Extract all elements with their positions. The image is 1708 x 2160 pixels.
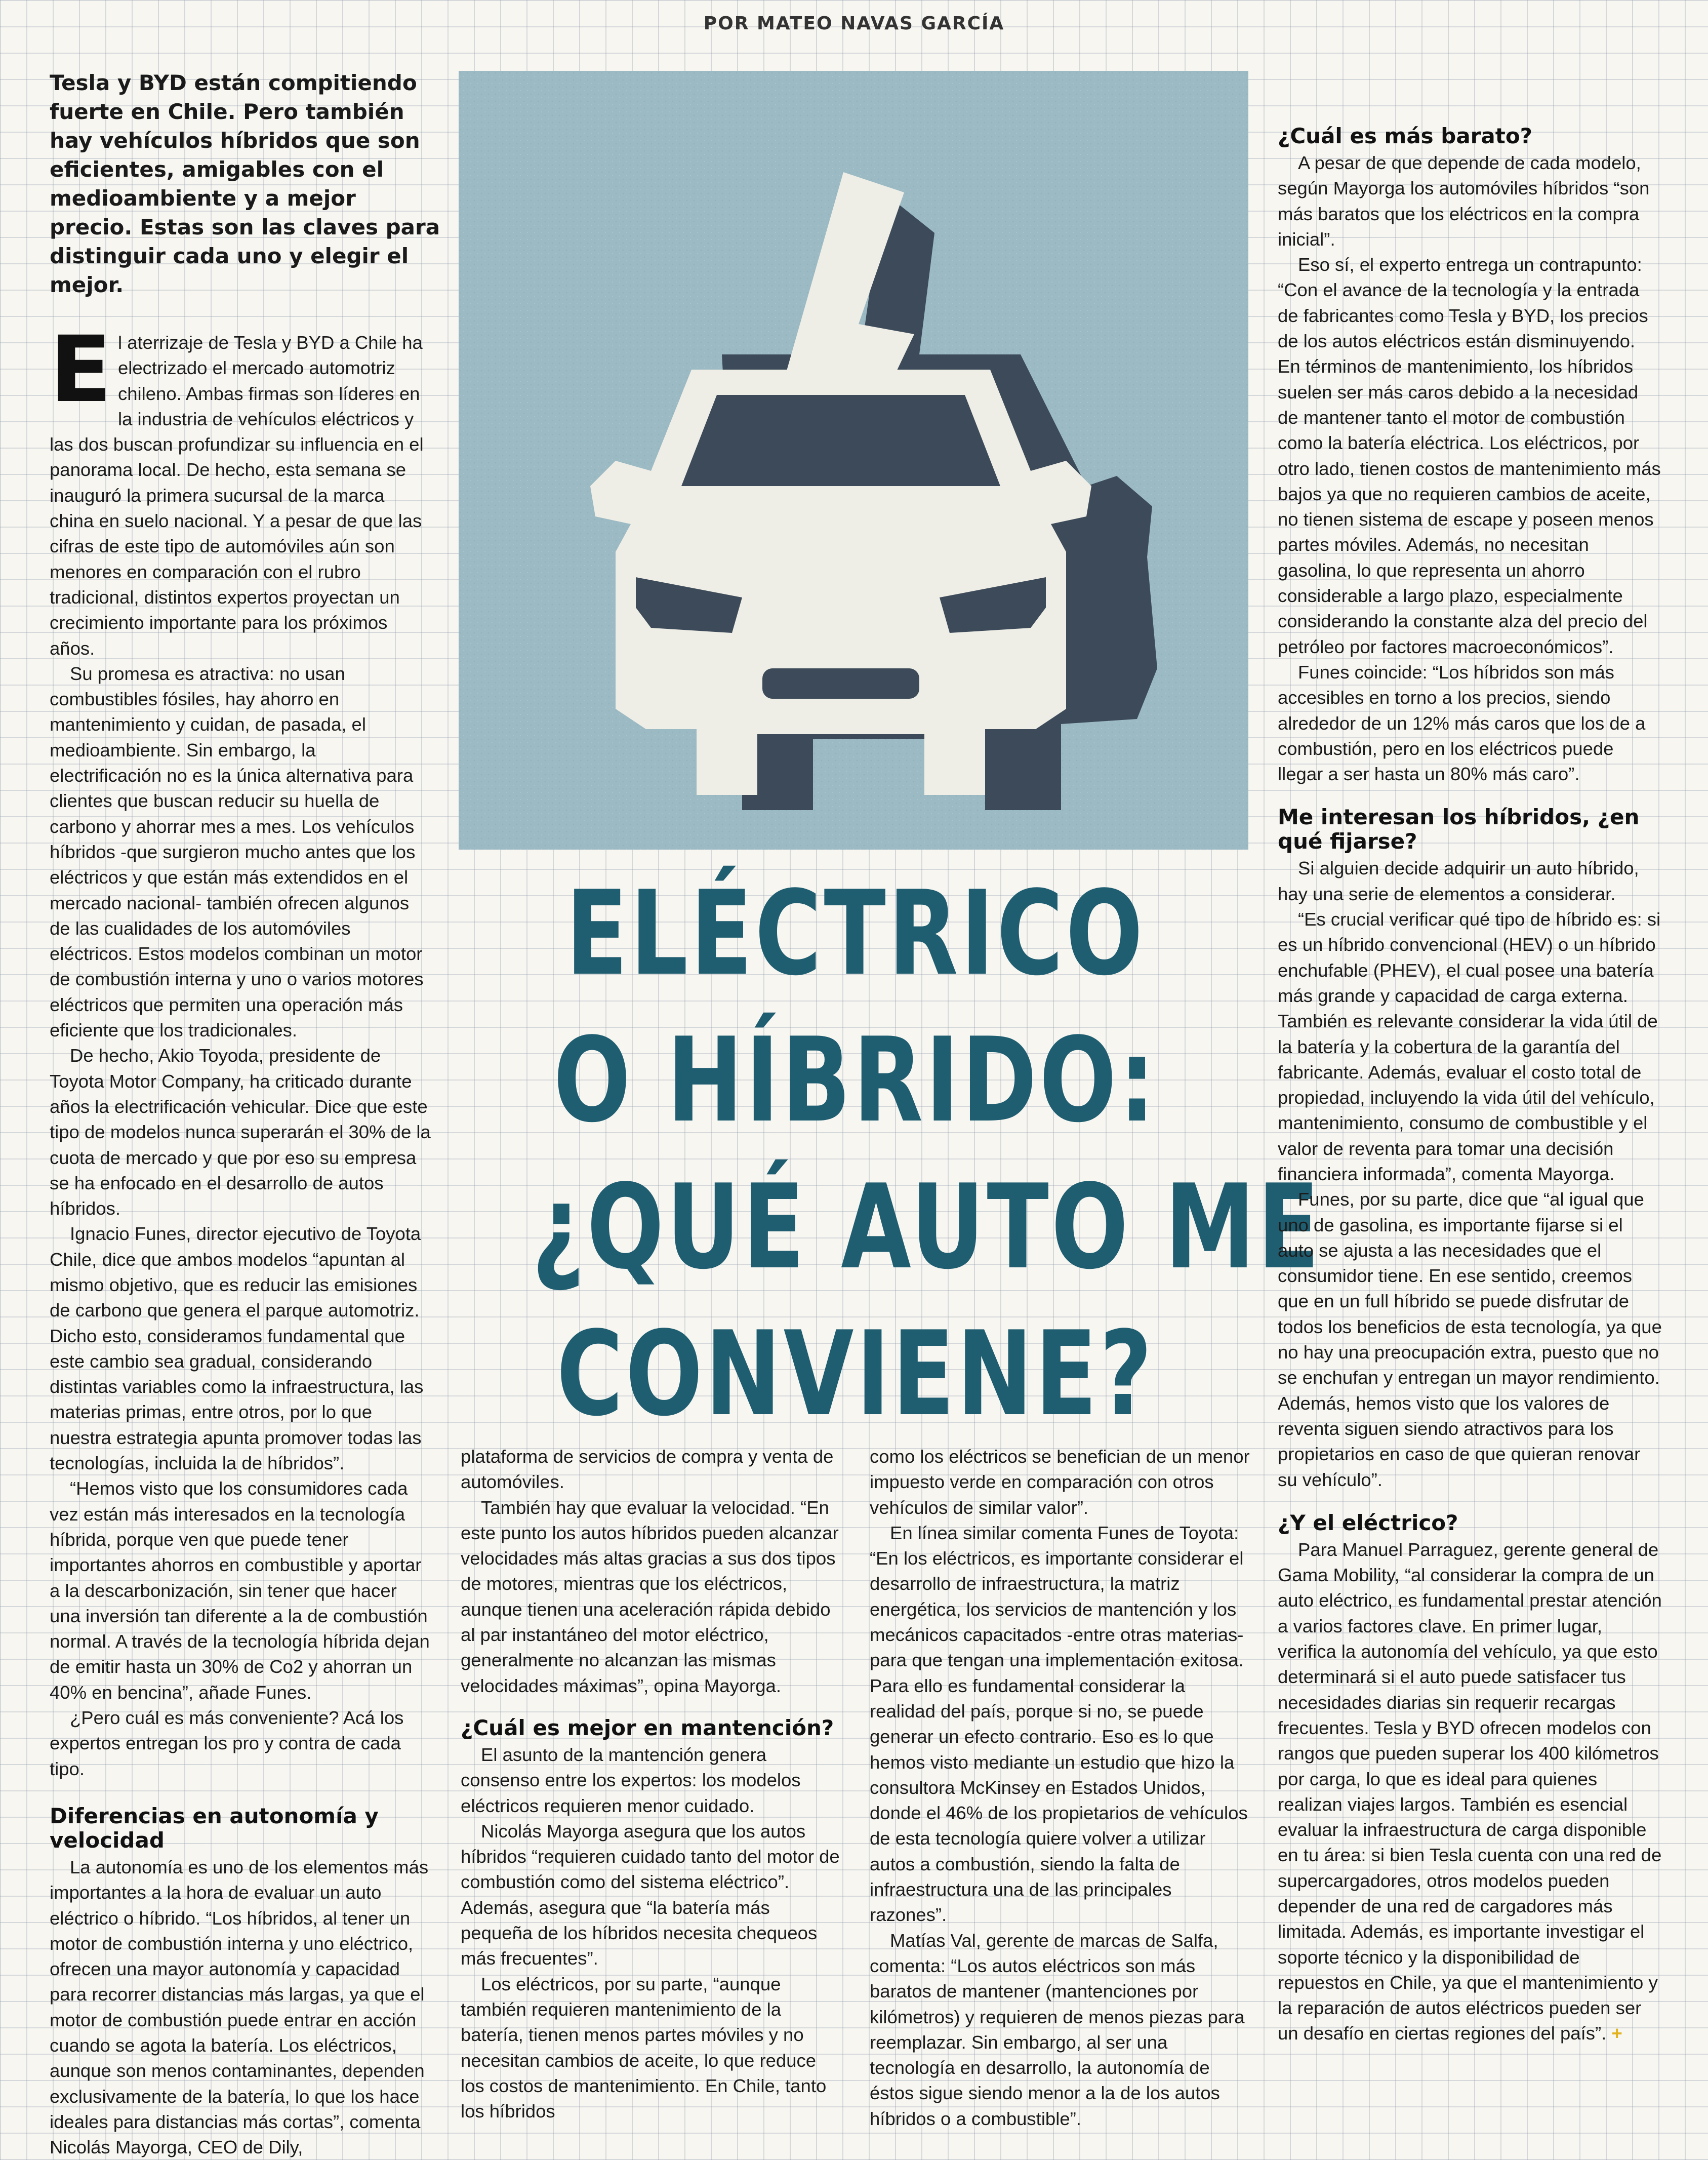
paragraph: La autonomía es uno de los elementos más importantes a la hora de evaluar un auto eléctrico o híbrido. “Los híbridos, al tener un motor de combustión interna y uno eléctrico, ofrecen una mayor autonomía y capacidad para recorrer distancias más largas, ya que el motor de combustión puede entrar en acción cuando se agota la batería. Los eléctricos, aunque son menos contaminantes, dependen exclusivamente de la batería, lo que los hace ideales para distancias más cortas”, comenta Nicolás Mayorga, CEO de Dily, bbox=[50, 1856, 429, 2158]
headline-line-3: ¿QUÉ AUTO ME bbox=[532, 1160, 1322, 1295]
paragraph: Los eléctricos, por su parte, “aunque también requieren mantenimiento de la batería, tienen menos partes móviles y no necesitan cambios de aceite, lo que reduce los costos de mantenimiento. En Chile, tanto los híbridos bbox=[461, 1973, 827, 2122]
paragraph: Eso sí, el experto entrega un contrapunto: “Con el avance de la tecnología y la entrada de fabricantes como Tesla y BYD, los precios de los autos eléctricos están disminuyendo. En términos de mantenimiento, los híbridos suelen ser más caros debido a la necesidad de mantener tanto el motor de combustión como la batería eléctrica. Los eléctricos, por otro lado, tienen costos de mantenimiento más bajos ya que no requieren cambios de aceite, no tienen sistema de escape y poseen menos partes móviles. Además, no necesitan gasolina, lo que representa un ahorro considerable a largo plazo, especialmente considerando la constante alza del precio del petróleo por factores macroeconómicos”. bbox=[1278, 254, 1661, 657]
car-lightning-illustration bbox=[459, 71, 1248, 850]
paragraph: De hecho, Akio Toyoda, presidente de Toyota Motor Company, ha criticado durante años la electrificación vehicular. Dice que este tipo de modelos nunca superarán el 30% de la cuota de mercado y que por eso su empresa se ha enfocado en el desarrollo de autos híbridos. bbox=[50, 1045, 431, 1219]
intro-paragraph: El aterrizaje de Tesla y BYD a Chile ha electrizado el mercado automotriz chileno. Ambas firmas son líderes en la industria de vehículos eléctricos y las dos buscan profundizar su influencia en el panorama local. De hecho, esta semana se inauguró la primera sucursal de la marca china en suelo nacional. Y a pesar de que las cifras de este tipo de automóviles aún son menores en comparación con el rubro tradicional, distintos expertos proyectan un crecimiento importante para los próximos años. bbox=[50, 317, 424, 659]
headline-line-4: CONVIENE? bbox=[556, 1307, 1155, 1442]
paragraph: Nicolás Mayorga asegura que los autos híbridos “requieren cuidado tanto del motor de combustión como del sistema eléctrico”. Además, asegura que “la batería más pequeña de los híbridos necesita chequeos más frecuentes”. bbox=[461, 1820, 840, 1969]
paragraph: Matías Val, gerente de marcas de Salfa, comenta: “Los autos eléctricos son más baratos de mantener (mantenciones por kilómetros) y requieren de menos piezas para reemplazar. Sin embargo, al ser una tecnología en desarrollo, la autonomía de éstos sigue siendo menor a la de los autos híbridos o a combustible”. bbox=[870, 1930, 1245, 2129]
section-heading-barato: ¿Cuál es más barato? bbox=[1278, 124, 1533, 148]
paragraph: plataforma de servicios de compra y venta de automóviles. bbox=[461, 1446, 834, 1493]
paragraph: El asunto de la mantención genera consenso entre los expertos: los modelos eléctricos requieren menor cuidado. bbox=[461, 1744, 801, 1816]
lead-paragraph: Tesla y BYD están compitiendo fuerte en Chile. Pero también hay vehículos híbridos que son eficientes, amigables con el medioambiente y a mejor precio. Estas son las claves para distinguir cada uno y elegir el mejor. bbox=[50, 70, 440, 297]
column-1 bbox=[50, 317, 432, 2160]
paragraph: “Es crucial verificar qué tipo de híbrido es: si es un híbrido convencional (HEV) o un híbrido enchufable (PHEV), el cual posee una batería más grande y capacidad de carga externa. También es relevante considerar la vida útil de la batería y la cobertura de la garantía del fabricante. Además, evaluar el costo total de propiedad, incluyendo la vida útil del vehículo, mantenimiento, consumo de combustible y el valor de reventa para tomar una decisión financiera informada”, comenta Mayorga. bbox=[1278, 909, 1661, 1184]
car-icon bbox=[459, 71, 1248, 850]
paragraph: como los eléctricos se benefician de un menor impuesto verde en comparación con otros vehículos de similar valor”. bbox=[870, 1446, 1250, 1518]
section-heading-autonomia: Diferencias en autonomía y velocidad bbox=[50, 1803, 379, 1853]
paragraph: Funes, por su parte, dice que “al igual que uno de gasolina, es importante fijarse si el auto se ajusta a las necesidades que el consumidor tiene. En ese sentido, creemos que en un full híbrido se puede disfrutar de todos los beneficios de esta tecnología, ya que no hay una preocupación extra, puesto que no se enchufan y entregan un mayor rendimiento. Además, hemos visto que los valores de reventa siguen siendo atractivos para los propietarios en caso de que quieran renovar su vehículo”. bbox=[1278, 1189, 1662, 1490]
paragraph: Para Manuel Parraguez, gerente general de Gama Mobility, “al considerar la compra de un auto eléctrico, es fundamental prestar atención a varios factores clave. En primer lugar, verifica la autonomía del vehículo, ya que esto determinará si el auto puede satisfacer tus necesidades diarias sin requerir recargas frecuentes. Tesla y BYD ofrecen modelos con rangos que pueden superar los 400 kilómetros por carga, lo que es ideal para quienes realizan viajes largos. También es esencial evaluar la infraestructura de carga disponible en tu área: si bien Tesla cuenta con una red de supercargadores, otros modelos pueden depender de una red de cargadores más limitada. Además, es importante investigar el soporte técnico y la disponibilidad de repuestos en Chile, ya que el mantenimiento y la reparación de autos eléctricos pueden ser un desafío en ciertas regiones del país”. + bbox=[1278, 1539, 1662, 2044]
headline-line-2: O HÍBRIDO: bbox=[553, 1013, 1158, 1148]
paragraph: ¿Pero cuál es más conveniente? Acá los expertos entregan los pro y contra de cada tipo. bbox=[50, 1707, 404, 1779]
paragraph: “Hemos visto que los consumidores cada vez están más interesados en la tecnología híbrida, porque ven que puede tener importantes ahorros en combustible y aportar a la descarbonización, sin tener que hacer una inversión tan diferente a la de combustión normal. A través de la tecnología híbrida dejan de emitir hasta un 30% de Co2 y ahorran un 40% en bencina”, añade Funes. bbox=[50, 1478, 430, 1703]
end-mark: + bbox=[1611, 2023, 1622, 2044]
column-2 bbox=[461, 1444, 841, 2124]
headline bbox=[440, 861, 1322, 1448]
paragraph: También hay que evaluar la velocidad. “En este punto los autos híbridos pueden alcanzar velocidades más altas gracias a sus dos tipos de motores, mientras que los eléctricos, aunque tienen una aceleración rápida debido al par instantáneo del motor eléctrico, generalmente no alcanzan las mismas velocidades máximas”, opina Mayorga. bbox=[461, 1497, 839, 1696]
drop-cap: E bbox=[50, 317, 112, 423]
paragraph: Su promesa es atractiva: no usan combustibles fósiles, hay ahorro en mantenimiento y cuidan, de pasada, el medioambiente. Sin embargo, la electrificación no es la única alternativa para clientes que buscan reducir su huella de carbono y ahorrar mes a mes. Los vehículos híbridos -que surgieron mucho antes que los eléctricos y que están más extendidos en el mercado nacional- también ofrecen algunos de las cualidades de los automóviles eléctricos. Estos modelos combinan un motor de combustión interna y uno o varios motores eléctricos que permiten una operación más eficiente que los tradicionales. bbox=[50, 663, 424, 1041]
section-heading-electrico: ¿Y el eléctrico? bbox=[1278, 1510, 1458, 1535]
byline: POR MATEO NAVAS GARCÍA bbox=[703, 13, 1005, 34]
section-heading-hibridos: Me interesan los híbridos, ¿en qué fijarse? bbox=[1278, 805, 1640, 854]
paragraph: Ignacio Funes, director ejecutivo de Toyota Chile, dice que ambos modelos “apuntan al mismo objetivo, que es reducir las emisiones de carbono que genera el parque automotriz. Dicho esto, consideramos fundamental que este cambio sea gradual, considerando distintas variables como la infraestructura, las materias primas, entre otros, por lo que nuestra estrategia apunta promover todas las tecnologías, incluida la de híbridos”. bbox=[50, 1223, 424, 1474]
paragraph: En línea similar comenta Funes de Toyota: “En los eléctricos, es importante considerar el desarrollo de infraestructura, la matriz energética, los servicios de mantención y los mecánicos capacitados -entre otras materias- para que tengan una implementación exitosa. Para ello es fundamental considerar la realidad del país, porque si no, se puede generar un efecto contrario. Eso es lo que hemos visto mediante un estudio que hizo la consultora McKinsey en Estados Unidos, donde el 46% de los propietarios de vehículos de esta tecnología quiere volver a utilizar autos a combustión, siendo la falta de infraestructura una de las principales razones”. bbox=[870, 1522, 1248, 1926]
paragraph: Funes coincide: “Los híbridos son más accesibles en torno a los precios, siendo alrededor de un 12% más caros que los de a combustión, pero en los eléctricos puede llegar a ser hasta un 80% más caro”. bbox=[1278, 661, 1646, 785]
section-heading-mantencion: ¿Cuál es mejor en mantención? bbox=[461, 1715, 834, 1740]
paragraph: A pesar de que depende de cada modelo, según Mayorga los automóviles híbridos “son más baratos que los eléctricos en la compra inicial”. bbox=[1278, 152, 1650, 250]
paragraph: Si alguien decide adquirir un auto híbrido, hay una serie de elementos a considerar. bbox=[1278, 858, 1639, 904]
column-3 bbox=[870, 1444, 1250, 2132]
headline-line-1: ELÉCTRICO bbox=[565, 866, 1146, 1002]
column-4 bbox=[1278, 124, 1662, 2047]
